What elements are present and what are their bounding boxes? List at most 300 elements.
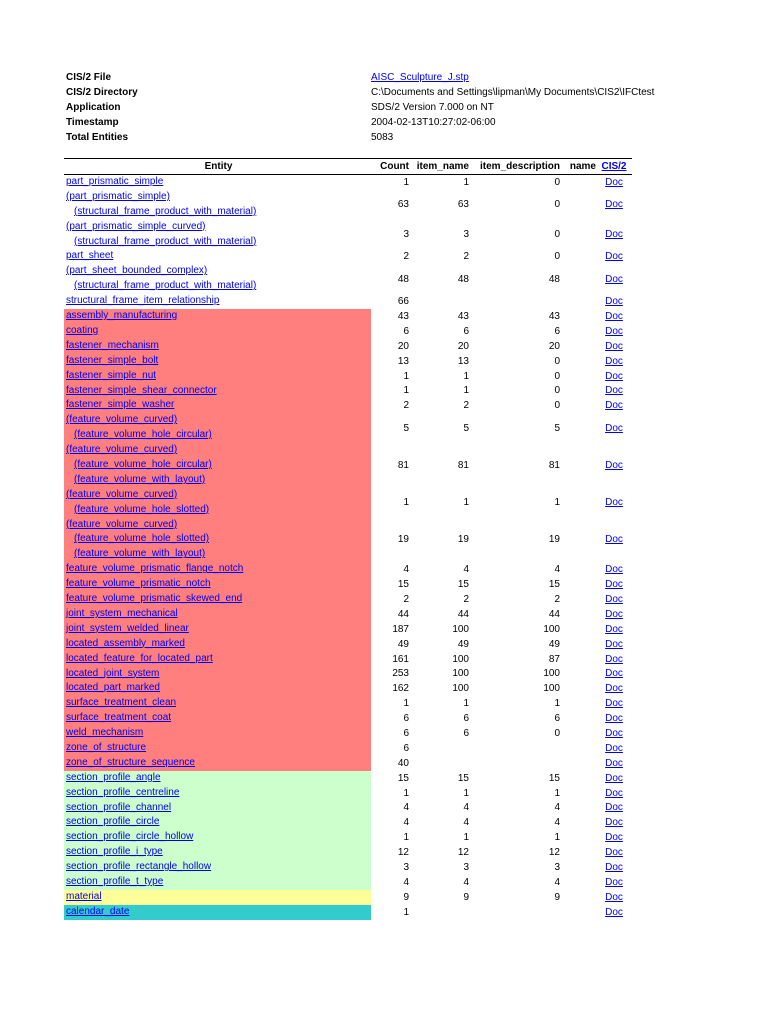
count-cell: 66 [397,296,409,308]
doc-cell [596,371,632,382]
table-row [64,413,632,443]
item-description-cell: 4 [554,564,560,576]
entity-cell [64,369,371,384]
doc-link[interactable]: Doc [605,273,623,285]
doc-cell [596,460,632,471]
entity-cell [64,518,371,563]
entity-link[interactable]: fastener_simple_bolt [66,354,159,366]
entity-line [66,235,371,250]
table-row [64,830,632,845]
doc-cell [596,274,632,285]
entity-line [66,264,371,279]
header-row [66,115,706,130]
doc-link[interactable]: Doc [605,832,623,844]
item-description-cell: 0 [554,176,560,188]
entity-cell [64,324,371,339]
table-row [64,577,632,592]
doc-link[interactable]: Doc [605,891,623,903]
doc-link[interactable]: Doc [605,385,623,397]
item-name-cell: 20 [457,340,469,352]
entity-line [66,488,371,503]
doc-link[interactable]: Doc [605,229,623,241]
doc-link[interactable]: Doc [605,906,623,918]
item-name-cell: 100 [452,683,469,695]
entity-line [66,473,371,488]
entity-link[interactable]: part_sheet [66,250,114,262]
entity-cell [64,622,371,637]
header-value: C:\Documents and Settings\lipman\My Documents\CIS2\IFCtest [371,87,655,98]
entity-table [64,158,632,920]
item-name-cell: 2 [463,593,469,605]
doc-cell [596,802,632,813]
entity-cell [64,249,371,264]
entity-cell [64,696,371,711]
item-name-cell: 1 [463,832,469,844]
table-row [64,443,632,488]
table-row [64,696,632,711]
doc-cell [596,847,632,858]
entity-link[interactable]: located_part_marked [66,682,160,694]
entity-line [66,309,371,324]
doc-cell [596,177,632,188]
doc-link[interactable]: Doc [605,728,623,739]
entity-line [66,518,371,533]
item-name-cell: 4 [463,817,469,829]
count-cell: 15 [397,772,409,784]
doc-link[interactable]: Doc [605,340,623,352]
doc-cell [596,907,632,918]
entity-cell [64,681,371,696]
doc-cell [596,251,632,262]
cis2-link[interactable]: CIS/2 [601,161,627,172]
item-description-cell: 100 [543,683,560,695]
item-name-cell: 3 [463,229,469,241]
entity-link[interactable]: section_profile_rectangle_hollow [66,861,212,873]
item-name-cell: 100 [452,668,469,680]
count-cell: 1 [403,906,409,918]
entity-link[interactable]: joint_system_welded_linear [66,622,189,634]
entity-line [66,696,371,711]
entity-line [66,547,371,562]
count-cell: 49 [397,638,409,650]
doc-link[interactable]: Doc [605,772,623,784]
item-description-cell: 3 [554,862,560,874]
entity-link[interactable]: feature_volume_prismatic_notch [66,578,211,590]
entity-link[interactable]: calendar_date [66,905,130,917]
doc-link[interactable]: Doc [605,311,623,322]
table-row [64,756,632,771]
doc-link[interactable]: Doc [605,251,623,263]
table-row [64,384,632,399]
entity-line [66,205,371,220]
item-description-cell: 4 [554,817,560,829]
entity-cell [64,413,371,443]
entity-link[interactable]: surface_treatment_coat [66,712,172,724]
header-value: SDS/2 Version 7.000 on NT [371,102,494,113]
table-row [64,264,632,294]
item-name-cell: 4 [463,876,469,888]
table-row [64,369,632,384]
count-cell: 1 [403,176,409,188]
entity-link[interactable]: assembly_manufacturing [66,310,178,322]
entity-link[interactable]: (part_prismatic_simple) [66,190,170,202]
doc-link[interactable]: Doc [605,802,623,814]
item-name-cell: 9 [463,891,469,903]
entity-cell [64,220,371,250]
doc-cell [596,326,632,337]
header-row [66,100,706,115]
entity-link[interactable]: located_feature_for_located_part [66,652,213,664]
item-name-cell: 5 [463,422,469,434]
doc-link[interactable]: Doc [605,638,623,650]
doc-cell [596,311,632,322]
entity-link[interactable]: material [66,890,102,902]
doc-link[interactable]: Doc [605,787,623,799]
count-cell: 13 [397,355,409,367]
count-cell: 63 [397,199,409,211]
table-row [64,875,632,890]
item-description-cell: 43 [548,311,560,322]
item-description-cell: 15 [548,772,560,784]
entity-line [66,845,371,860]
count-cell: 1 [403,787,409,799]
entity-link[interactable]: section_profile_circle_hollow [66,831,194,843]
entity-cell [64,577,371,592]
item-name-cell: 44 [457,608,469,620]
count-cell: 161 [392,653,409,665]
doc-link[interactable]: Doc [605,742,623,754]
item-name-cell: 12 [457,847,469,859]
item-name-cell: 49 [457,638,469,650]
entity-line [66,279,371,294]
doc-link[interactable]: Doc [605,355,623,367]
doc-link[interactable]: Doc [605,497,623,509]
item-name-cell: 1 [463,787,469,799]
entity-line [66,503,371,518]
count-cell: 4 [403,876,409,888]
entity-cell [64,741,371,756]
entity-cell [64,726,371,741]
item-name-cell: 81 [457,459,469,471]
entity-line [66,786,371,801]
item-name-cell: 15 [457,772,469,784]
doc-cell [596,341,632,352]
entity-cell [64,860,371,875]
entity-link[interactable]: (feature_volume_curved) [66,444,178,456]
doc-link[interactable]: Doc [605,296,623,308]
entity-link[interactable]: (feature_volume_curved) [66,488,178,500]
entity-link[interactable]: fastener_mechanism [66,339,159,351]
entity-cell [64,592,371,607]
doc-cell [596,862,632,873]
doc-cell [596,668,632,679]
item-description-cell: 1 [554,497,560,509]
entity-link[interactable]: weld_mechanism [66,727,144,739]
item-name-cell: 4 [463,564,469,576]
entity-cell [64,711,371,726]
entity-link[interactable]: (part_sheet_bounded_complex) [66,265,208,277]
count-cell: 1 [403,370,409,382]
table-row [64,771,632,786]
entity-cell [64,190,371,220]
count-cell: 20 [397,340,409,352]
item-name-cell: 19 [457,534,469,546]
entity-line [66,369,371,384]
entity-link[interactable]: located_assembly_marked [66,637,185,649]
table-body [64,175,632,920]
item-description-cell: 4 [554,876,560,888]
doc-link[interactable]: Doc [605,564,623,576]
entity-link[interactable]: (feature_volume_with_layout) [74,473,206,485]
item-description-cell: 0 [554,251,560,263]
doc-link[interactable]: Doc [605,534,623,546]
entity-line [66,860,371,875]
entity-link[interactable]: joint_system_mechanical [66,607,178,619]
count-cell: 3 [403,229,409,241]
item-description-cell: 6 [554,713,560,725]
doc-cell [596,773,632,784]
doc-link[interactable]: Doc [605,579,623,591]
entity-line [66,339,371,354]
doc-link[interactable]: Doc [605,653,623,665]
doc-link[interactable]: Doc [605,176,623,188]
entity-link[interactable]: section_profile_channel [66,801,172,813]
item-name-cell: 2 [463,400,469,412]
table-row [64,801,632,816]
entity-cell [64,875,371,890]
doc-cell [596,817,632,828]
entity-line [66,622,371,637]
doc-link[interactable]: Doc [605,757,623,769]
doc-cell [596,639,632,650]
entity-cell [64,845,371,860]
entity-link[interactable]: (feature_volume_curved) [66,414,178,426]
table-row [64,175,632,190]
table-row [64,741,632,756]
doc-cell [596,832,632,843]
entity-line [66,637,371,652]
item-name-cell: 43 [457,311,469,322]
column-header-item-description: item_description [479,161,560,172]
item-name-cell: 100 [452,623,469,635]
entity-link[interactable]: section_profile_angle [66,771,161,783]
table-row [64,637,632,652]
entity-line [66,220,371,235]
entity-link[interactable]: (feature_volume_hole_circular) [74,458,212,470]
count-cell: 1 [403,698,409,710]
doc-link[interactable]: Doc [605,862,623,874]
doc-link[interactable]: Doc [605,847,623,859]
entity-link[interactable]: (structural_frame_product_with_material) [74,205,257,217]
entity-line [66,532,371,547]
file-info-header [66,70,706,145]
item-description-cell: 0 [554,385,560,397]
doc-link[interactable]: Doc [605,698,623,710]
table-row [64,726,632,741]
entity-cell [64,815,371,830]
count-cell: 6 [403,713,409,725]
count-cell: 48 [397,273,409,285]
header-label: Timestamp [66,117,119,128]
entity-line [66,890,371,905]
doc-link[interactable]: Doc [605,683,623,695]
entity-cell [64,801,371,816]
table-row [64,324,632,339]
item-name-cell: 100 [452,653,469,665]
doc-link[interactable]: Doc [605,325,623,337]
entity-link[interactable]: zone_of_structure_sequence [66,756,195,768]
item-name-cell: 1 [463,176,469,188]
entity-line [66,771,371,786]
entity-line [66,652,371,667]
doc-link[interactable]: Doc [605,199,623,211]
item-name-cell: 4 [463,802,469,814]
entity-link[interactable]: located_joint_system [66,667,160,679]
item-description-cell: 5 [554,422,560,434]
doc-link[interactable]: Doc [605,400,623,412]
entity-line [66,830,371,845]
entity-link[interactable]: feature_volume_prismatic_flange_notch [66,563,244,575]
item-name-cell: 15 [457,579,469,591]
count-cell: 4 [403,802,409,814]
entity-link[interactable]: (feature_volume_hole_circular) [74,429,212,441]
entity-cell [64,443,371,488]
entity-line [66,562,371,577]
entity-cell [64,264,371,294]
header-value: 2004-02-13T10:27:02-06:00 [371,117,496,128]
table-row [64,398,632,413]
item-description-cell: 1 [554,787,560,799]
table-row [64,905,632,920]
item-name-cell: 1 [463,698,469,710]
entity-link[interactable]: surface_treatment_clean [66,697,177,709]
entity-link[interactable]: part_prismatic_simple [66,176,164,187]
doc-cell [596,743,632,754]
entity-link[interactable]: fastener_simple_nut [66,369,157,381]
entity-link[interactable]: (feature_volume_curved) [66,518,178,530]
item-description-cell: 100 [543,623,560,635]
entity-line [66,249,371,264]
entity-cell [64,309,371,324]
doc-link[interactable]: Doc [605,817,623,829]
entity-cell [64,890,371,905]
entity-cell [64,339,371,354]
entity-cell [64,830,371,845]
column-header-cis2[interactable] [596,159,632,174]
entity-line [66,607,371,622]
entity-link[interactable]: (feature_volume_hole_slotted) [74,503,210,515]
item-description-cell: 48 [548,273,560,285]
doc-link[interactable]: Doc [605,668,623,680]
table-row [64,652,632,667]
entity-line [66,354,371,369]
table-row [64,190,632,220]
entity-link[interactable]: structural_frame_item_relationship [66,295,220,307]
table-row [64,339,632,354]
item-name-cell: 1 [463,497,469,509]
doc-link[interactable]: Doc [605,459,623,471]
entity-link[interactable]: section_profile_t_type [66,875,164,887]
entity-link[interactable]: fastener_simple_washer [66,399,175,411]
item-name-cell: 2 [463,251,469,263]
doc-cell [596,609,632,620]
doc-link[interactable]: Doc [605,623,623,635]
entity-line [66,726,371,741]
entity-cell [64,771,371,786]
entity-link[interactable]: section_profile_circle [66,816,160,828]
doc-link[interactable]: Doc [605,370,623,382]
entity-line [66,577,371,592]
doc-cell [596,385,632,396]
count-cell: 15 [397,579,409,591]
doc-link[interactable]: Doc [605,608,623,620]
doc-link[interactable]: Doc [605,593,623,605]
item-description-cell: 49 [548,638,560,650]
file-link[interactable]: AISC_Sculpture_J.stp [371,72,469,83]
table-row [64,845,632,860]
item-name-cell: 3 [463,862,469,874]
entity-line [66,681,371,696]
entity-link[interactable]: (feature_volume_hole_slotted) [74,533,210,545]
entity-line [66,398,371,413]
column-header-count: Count [380,161,409,172]
entity-link[interactable]: (structural_frame_product_with_material) [74,235,257,247]
entity-link[interactable]: zone_of_structure [66,741,147,753]
count-cell: 4 [403,564,409,576]
doc-link[interactable]: Doc [605,422,623,434]
count-cell: 4 [403,817,409,829]
count-cell: 81 [397,459,409,471]
entity-cell [64,756,371,771]
entity-line [66,815,371,830]
entity-link[interactable]: fastener_simple_shear_connector [66,384,217,396]
entity-link[interactable]: section_profile_i_type [66,846,163,858]
count-cell: 40 [397,757,409,769]
count-cell: 2 [403,251,409,263]
table-header-row [64,158,632,175]
doc-cell [596,683,632,694]
entity-link[interactable]: (structural_frame_product_with_material) [74,280,257,292]
count-cell: 162 [392,683,409,695]
entity-link[interactable]: coating [66,324,99,336]
doc-link[interactable]: Doc [605,713,623,725]
doc-cell [596,698,632,709]
item-description-cell: 0 [554,199,560,211]
count-cell: 12 [397,847,409,859]
doc-cell [596,579,632,590]
count-cell: 6 [403,325,409,337]
item-description-cell: 20 [548,340,560,352]
entity-link[interactable]: (part_prismatic_simple_curved) [66,220,206,232]
header-label: CIS/2 File [66,72,112,83]
entity-line [66,592,371,607]
doc-link[interactable]: Doc [605,876,623,888]
table-row [64,518,632,563]
item-description-cell: 81 [548,459,560,471]
entity-line [66,190,371,205]
entity-cell [64,607,371,622]
entity-link[interactable]: (feature_volume_with_layout) [74,548,206,560]
item-description-cell: 0 [554,728,560,739]
entity-cell [64,384,371,399]
entity-link[interactable]: feature_volume_prismatic_skewed_end [66,593,243,605]
count-cell: 43 [397,311,409,322]
doc-cell [596,758,632,769]
entity-line [66,384,371,399]
entity-link[interactable]: section_profile_centreline [66,786,180,798]
entity-line [66,875,371,890]
table-row [64,860,632,875]
